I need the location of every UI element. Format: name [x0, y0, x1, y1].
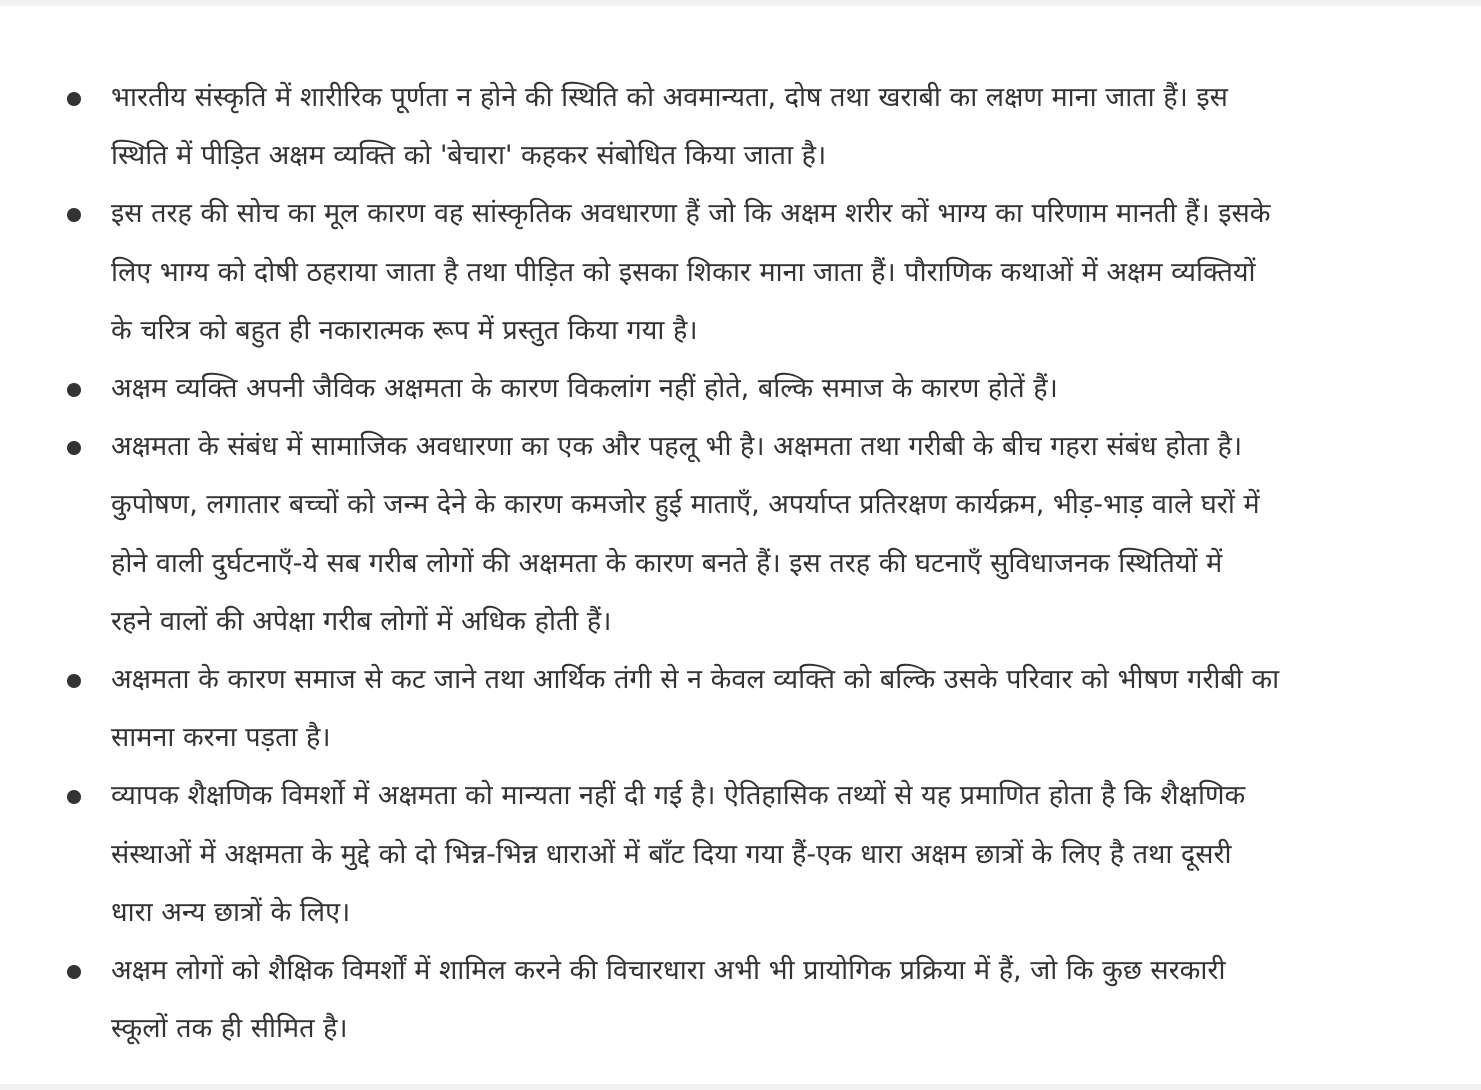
list-item — [0, 767, 1481, 942]
text-line: संस्थाओं में अक्षमता के मुद्दे को दो भिन्न-भिन्न धाराओं में बाँट दिया गया हैं-एक धारा अक्षम छात्रों के लिए है तथा दूसरी — [111, 838, 1232, 870]
list-item — [0, 360, 1481, 418]
list-item — [0, 185, 1481, 360]
text-line: इस तरह की सोच का मूल कारण वह सांस्कृतिक अवधारणा हैं जो कि अक्षम शरीर कों भाग्य का परिणाम मानती हैं। इसके — [111, 198, 1271, 230]
text-line: रहने वालों की अपेक्षा गरीब लोगों में अधिक होती हैं। — [111, 605, 612, 637]
text-line: सामना करना पड़ता है। — [111, 722, 331, 754]
list-item — [0, 418, 1481, 651]
text-line: स्थिति में पीड़ित अक्षम व्यक्ति को 'बेचारा' कहकर संबोधित किया जाता है। — [111, 140, 827, 172]
bullet-icon — [67, 790, 81, 804]
text-line: अक्षम व्यक्ति अपनी जैविक अक्षमता के कारण विकलांग नहीं होते, बल्कि समाज के कारण होतें हैं। — [111, 373, 1058, 405]
text-line: अक्षम लोगों को शैक्षिक विमर्शों में शामिल करने की विचारधारा अभी भी प्रायोगिक प्रक्रिया में हैं, जो कि कुछ सरकारी — [111, 955, 1226, 987]
bullet-list — [0, 69, 1481, 1058]
text-line: कुपोषण, लगातार बच्चों को जन्म देने के कारण कमजोर हुई माताएँ, अपर्याप्त प्रतिरक्षण कार्यक्रम, भीड़-भाड़ वाले घरों में — [111, 489, 1260, 521]
bullet-icon — [67, 965, 81, 979]
list-item — [0, 69, 1481, 185]
text-line: भारतीय संस्कृति में शारीरिक पूर्णता न होने की स्थिति को अवमान्यता, दोष तथा खराबी का लक्षण माना जाता हैं। इस — [111, 82, 1228, 113]
bullet-icon — [67, 441, 81, 455]
text-line: स्कूलों तक ही सीमित है। — [111, 1013, 348, 1045]
text-line: अक्षमता के संबंध में सामाजिक अवधारणा का एक और पहलू भी है। अक्षमता तथा गरीबी के बीच गहरा संबंध होता है। — [111, 431, 1243, 463]
text-line: धारा अन्य छात्रों के लिए। — [111, 896, 351, 928]
document-page — [0, 6, 1481, 1084]
text-line: व्यापक शैक्षणिक विमर्शो में अक्षमता को मान्यता नहीं दी गई है। ऐतिहासिक तथ्यों से यह प्रमाणित होता है कि शैक्षणिक — [111, 780, 1246, 812]
bullet-icon — [67, 92, 81, 106]
bullet-icon — [67, 208, 81, 222]
text-line: अक्षमता के कारण समाज से कट जाने तथा आर्थिक तंगी से न केवल व्यक्ति को बल्कि उसके परिवार को भीषण गरीबी का — [111, 664, 1280, 696]
text-line: लिए भाग्य को दोषी ठहराया जाता है तथा पीड़ित को इसका शिकार माना जाता हैं। पौराणिक कथाओं में अक्षम व्यक्तियों — [111, 256, 1256, 288]
text-line: होने वाली दुर्घटनाएँ-ये सब गरीब लोगों की अक्षमता के कारण बनते हैं। इस तरह की घटनाएँ सुविधाजनक स्थितियों में — [111, 547, 1223, 579]
list-item — [0, 651, 1481, 767]
bullet-icon — [67, 383, 81, 397]
bullet-icon — [67, 674, 81, 688]
text-line: के चरित्र को बहुत ही नकारात्मक रूप में प्रस्तुत किया गया है। — [111, 314, 698, 346]
list-item — [0, 942, 1481, 1058]
